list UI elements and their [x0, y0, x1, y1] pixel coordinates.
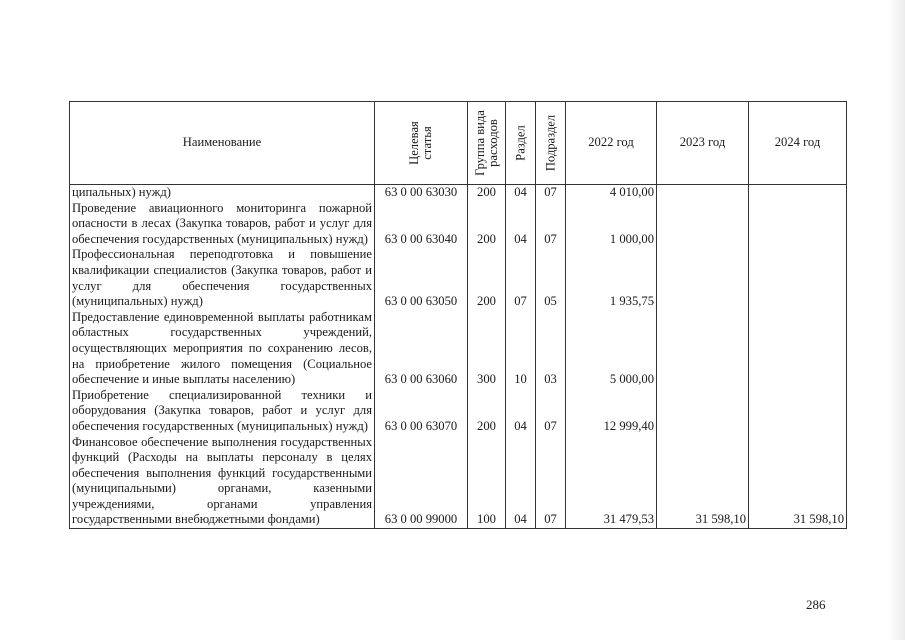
row-2024: 31 598,10 — [749, 435, 847, 529]
row-subsection: 07 — [536, 435, 566, 529]
row-section: 04 — [506, 185, 536, 201]
row-2023: 31 598,10 — [657, 435, 749, 529]
row-group: 200 — [468, 247, 506, 309]
row-group: 100 — [468, 435, 506, 529]
row-group: 200 — [468, 201, 506, 248]
page-edge-shadow — [889, 0, 905, 640]
row-2022: 1 935,75 — [566, 247, 657, 309]
header-2022: 2022 год — [566, 102, 657, 185]
row-group: 200 — [468, 185, 506, 201]
row-subsection: 07 — [536, 185, 566, 201]
row-name: Предоставление единовременной выплаты работникам областных государственных учреждений, осуществляющих мероприятия по сохранению лесов, на приобретение жилого помещения (Социальное обеспечение и иные выплаты населению) — [70, 310, 375, 388]
header-2024: 2024 год — [749, 102, 847, 185]
row-2023 — [657, 247, 749, 309]
row-name: Финансовое обеспечение выполнения государственных функций (Расходы на выплаты персоналу в целях обеспечения выполнения функций государственными (муниципальными) органами, казенными учреждениями, органами управления государственными внебюджетными фондами) — [70, 435, 375, 529]
row-subsection: 07 — [536, 388, 566, 435]
row-subsection: 03 — [536, 310, 566, 388]
row-2024 — [749, 247, 847, 309]
row-target-code: 63 0 00 99000 — [375, 435, 468, 529]
row-target-code: 63 0 00 63040 — [375, 201, 468, 248]
header-row — [70, 102, 847, 185]
row-target-code: 63 0 00 63050 — [375, 247, 468, 309]
row-name: Проведение авиационного мониторинга пожарной опасности в лесах (Закупка товаров, работ и услуг для обеспечения государственных (муниципальных) нужд) — [70, 201, 375, 248]
row-2022: 5 000,00 — [566, 310, 657, 388]
row-2024 — [749, 185, 847, 201]
row-2022: 12 999,40 — [566, 388, 657, 435]
row-target-code: 63 0 00 63070 — [375, 388, 468, 435]
header-target-article: Целевая статья — [375, 102, 468, 185]
table-row — [70, 201, 847, 248]
row-2023 — [657, 310, 749, 388]
header-expense-group: Группа вида расходов — [468, 102, 506, 185]
row-2023 — [657, 185, 749, 201]
page-number: 286 — [806, 597, 826, 612]
table-row — [70, 247, 847, 309]
row-2024 — [749, 310, 847, 388]
header-name: Наименование — [70, 102, 375, 185]
header-2023: 2023 год — [657, 102, 749, 185]
row-name: ципальных) нужд) — [70, 185, 375, 201]
row-name: Профессиональная переподготовка и повышение квалификации специалистов (Закупка товаров, работ и услуг для обеспечения государственных (муниципальных) нужд) — [70, 247, 375, 309]
row-section: 10 — [506, 310, 536, 388]
row-2023 — [657, 201, 749, 248]
table-row — [70, 388, 847, 435]
table-row — [70, 435, 847, 529]
table-row — [70, 185, 847, 201]
row-2024 — [749, 388, 847, 435]
row-name: Приобретение специализированной техники и оборудования (Закупка товаров, работ и услуг для обеспечения государственных (муниципальных) нужд) — [70, 388, 375, 435]
row-subsection: 07 — [536, 201, 566, 248]
row-2022: 1 000,00 — [566, 201, 657, 248]
row-2022: 31 479,53 — [566, 435, 657, 529]
row-section: 04 — [506, 201, 536, 248]
row-2022: 4 010,00 — [566, 185, 657, 201]
budget-table — [69, 101, 847, 529]
row-2023 — [657, 388, 749, 435]
header-section: Раздел — [506, 102, 536, 185]
row-target-code: 63 0 00 63060 — [375, 310, 468, 388]
row-section: 04 — [506, 435, 536, 529]
row-section: 04 — [506, 388, 536, 435]
row-subsection: 05 — [536, 247, 566, 309]
row-2024 — [749, 201, 847, 248]
row-section: 07 — [506, 247, 536, 309]
row-group: 200 — [468, 388, 506, 435]
row-group: 300 — [468, 310, 506, 388]
header-subsection: Подраздел — [536, 102, 566, 185]
row-target-code: 63 0 00 63030 — [375, 185, 468, 201]
table-row — [70, 310, 847, 388]
